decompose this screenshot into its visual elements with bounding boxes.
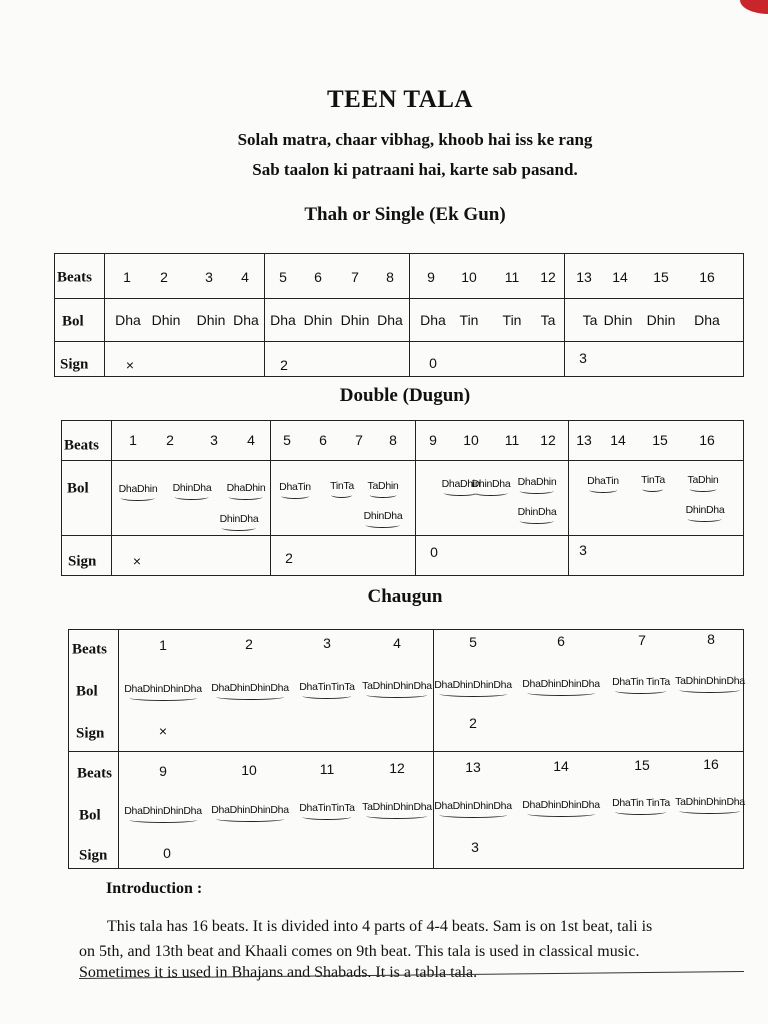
chaugun-bol-13-text: DhaDhinDhinDha: [434, 799, 512, 812]
double-beat-8: 8: [389, 432, 397, 448]
single-sign-khaali: 0: [429, 355, 437, 371]
single-bol-10: Tin: [459, 312, 479, 328]
chaugun-beat-11: 11: [319, 761, 335, 777]
single-bol-7: Dhin: [340, 312, 370, 328]
chaugun-bol-2: [211, 682, 289, 694]
chaugun-bol-8: [675, 675, 745, 687]
double-bol-top-4: [279, 481, 311, 493]
bol-group-arc: [281, 493, 309, 499]
double-beat-10: 10: [463, 432, 479, 448]
bol-group-arc: [216, 694, 284, 700]
bol-group-arc: [589, 487, 617, 493]
double-bol-top-1: [119, 483, 158, 495]
double-bol-bottom-2: [364, 510, 403, 522]
single-bol-6: Dhin: [303, 312, 333, 328]
single-bol-2: Dhin: [151, 312, 181, 328]
bol-group-arc: [366, 813, 427, 819]
double-bol-top-10: [587, 475, 619, 487]
double-bol-top-2-text: DhinDha: [172, 482, 212, 494]
single-sign-sam: ×: [125, 357, 135, 373]
chaugun-bol-7-text: DhaTin TinTa: [612, 676, 670, 689]
single-beat-13: 13: [576, 269, 592, 285]
chaugun-beat-15: 15: [634, 757, 650, 773]
single-beat-6: 6: [314, 269, 322, 285]
chaugun-beat-4: 4: [393, 634, 401, 651]
bol-group-arc: [303, 693, 352, 699]
double-bol-bottom-2-text: DhinDha: [363, 510, 403, 522]
single-beat-14: 14: [612, 269, 628, 285]
single-beat-15: 15: [653, 269, 669, 285]
bol-group-arc: [216, 816, 284, 822]
bol-group-arc: [616, 809, 667, 815]
bol-group-arc: [439, 691, 507, 697]
chaugun-bol-5: [434, 679, 512, 691]
single-bol-16: Dha: [694, 312, 720, 328]
single-bol-3: Dhin: [196, 312, 226, 328]
double-bol-top-12: [688, 474, 719, 486]
single-bol-1: Dha: [115, 312, 141, 328]
single-bol-9: Dha: [420, 312, 446, 328]
double-bol-top-2: [173, 482, 212, 494]
chaugun-bol-7: [612, 676, 670, 688]
single-bol-8: Dha: [377, 312, 403, 328]
chaugun-bol-label-1: Bol: [76, 683, 98, 700]
chaugun-bol-10-text: DhaDhinDhinDha: [211, 803, 289, 816]
bol-group-arc: [527, 811, 595, 817]
double-bol-top-5: [330, 480, 354, 492]
single-bol-12: Ta: [540, 312, 556, 328]
double-bol-bottom-4: [686, 504, 725, 516]
double-bol-top-12-text: TaDhin: [687, 474, 719, 486]
chaugun-bol-1: [124, 683, 202, 695]
single-bol-5: Dha: [270, 312, 296, 328]
section-double-heading: Double (Dugun): [339, 385, 471, 406]
double-beat-4: 4: [247, 432, 255, 448]
bol-group-arc: [679, 687, 740, 693]
chaugun-bol-6: [522, 678, 600, 690]
bol-group-arc: [366, 692, 427, 698]
chaugun-beat-13: 13: [465, 759, 481, 775]
chaugun-sign-label-1: Sign: [76, 725, 105, 742]
single-beat-9: 9: [427, 269, 435, 285]
single-bol-4: Dha: [233, 312, 259, 328]
chaugun-beat-1: 1: [159, 637, 167, 653]
double-beat-6: 6: [319, 432, 327, 448]
chaugun-bol-9-text: DhaDhinDhinDha: [124, 805, 202, 817]
page-title: TEEN TALA: [327, 86, 473, 113]
chaugun-beat-3: 3: [323, 635, 331, 652]
single-sign-tali-2: 2: [280, 357, 288, 373]
double-bol-top-1-text: DhaDhin: [118, 483, 158, 495]
chaugun-beat-6: 6: [557, 633, 565, 649]
double-sign-label: Sign: [68, 553, 97, 570]
verse-line-2: Sab taalon ki patraani hai, karte sab pasand.: [252, 160, 578, 179]
single-sign-label: Sign: [60, 356, 89, 373]
bol-group-arc: [616, 688, 667, 694]
single-bol-11: Tin: [502, 312, 522, 328]
chaugun-bol-12: [362, 801, 432, 813]
double-bol-label: Bol: [67, 480, 89, 497]
chaugun-bol-6-text: DhaDhinDhinDha: [522, 677, 600, 690]
single-beat-2: 2: [160, 269, 168, 285]
double-bol-top-8: [472, 478, 511, 490]
single-bol-label: Bol: [62, 313, 84, 330]
chaugun-beat-12: 12: [389, 760, 405, 776]
single-beat-5: 5: [279, 269, 287, 285]
double-bol-top-8-text: DhinDha: [471, 478, 511, 490]
chaugun-bol-16-text: TaDhinDhinDha: [675, 795, 745, 808]
bol-group-arc: [303, 814, 352, 820]
double-beat-16: 16: [699, 432, 715, 448]
double-sign-tali-2: 2: [285, 550, 293, 566]
chaugun-beat-7: 7: [638, 632, 646, 649]
double-beat-13: 13: [576, 432, 592, 448]
introduction-line-3: Sometimes it is used in Bhajans and Shabads. It is a tabla tala.: [79, 964, 478, 981]
double-bol-bottom-1: [220, 513, 259, 525]
double-sign-sam: ×: [132, 553, 142, 569]
bol-group-arc: [689, 486, 716, 492]
chaugun-beat-8: 8: [707, 631, 715, 648]
chaugun-bol-11: [299, 802, 354, 814]
double-beat-3: 3: [210, 432, 218, 448]
chaugun-sign-tali-3: 3: [471, 839, 479, 855]
chaugun-bol-11-text: DhaTinTinTa: [299, 802, 355, 815]
chaugun-bol-1-text: DhaDhinDhinDha: [124, 683, 202, 695]
chaugun-beat-2: 2: [245, 636, 253, 653]
chaugun-bol-5-text: DhaDhinDhinDha: [434, 678, 512, 691]
double-bol-top-7-text: DhaDhin: [441, 478, 481, 490]
single-beat-7: 7: [351, 269, 359, 285]
single-beat-3: 3: [205, 269, 213, 285]
single-sign-tali-3: 3: [579, 350, 587, 366]
chaugun-beat-14: 14: [553, 758, 569, 774]
single-beat-16: 16: [699, 269, 715, 285]
single-bol-14: Dhin: [603, 312, 633, 328]
double-bol-top-3-text: DhaDhin: [226, 482, 266, 494]
double-bol-top-11: [641, 474, 665, 486]
double-beat-1: 1: [129, 432, 137, 448]
chaugun-bol-12-text: TaDhinDhinDha: [362, 801, 432, 814]
double-bol-top-3: [227, 482, 266, 494]
bol-group-arc: [129, 695, 197, 701]
introduction-line-2: on 5th, and 13th beat and Khaali comes on 9th beat. This tala is used in classical music.: [79, 943, 640, 960]
double-beat-2: 2: [166, 432, 174, 448]
bol-group-arc: [129, 817, 197, 823]
double-bol-top-11-text: TinTa: [641, 474, 665, 486]
chaugun-bol-3: [299, 681, 354, 693]
bol-group-arc: [679, 808, 740, 814]
double-sign-tali-3: 3: [579, 542, 587, 558]
chaugun-sign-sam: ×: [158, 723, 168, 739]
chaugun-bol-10: [211, 804, 289, 816]
double-beat-14: 14: [610, 432, 626, 448]
double-beat-11: 11: [504, 432, 520, 448]
chaugun-bol-14-text: DhaDhinDhinDha: [522, 798, 600, 811]
chaugun-beats-label-1: Beats: [72, 641, 107, 658]
double-bol-bottom-3-text: DhinDha: [517, 506, 557, 518]
page-corner-mark: [740, 0, 768, 14]
double-bol-top-10-text: DhaTin: [587, 475, 619, 487]
single-bol-13: Ta: [582, 312, 598, 328]
chaugun-bol-8-text: TaDhinDhinDha: [675, 675, 745, 688]
single-beat-12: 12: [540, 269, 556, 285]
chaugun-beat-10: 10: [241, 762, 257, 778]
chaugun-bol-2-text: DhaDhinDhinDha: [211, 681, 289, 694]
bol-group-arc: [369, 492, 396, 498]
chaugun-bol-15: [612, 797, 670, 809]
introduction-heading: Introduction :: [106, 880, 203, 897]
section-single-heading: Thah or Single (Ek Gun): [304, 204, 506, 225]
double-beat-7: 7: [355, 432, 363, 448]
chaugun-bol-15-text: DhaTin TinTa: [612, 797, 670, 810]
chaugun-beat-16: 16: [703, 756, 719, 772]
chaugun-bol-4-text: TaDhinDhinDha: [362, 679, 432, 692]
double-bol-bottom-3: [518, 506, 557, 518]
double-beats-label: Beats: [64, 437, 99, 454]
chaugun-bol-9: [124, 805, 202, 817]
chaugun-sign-khaali: 0: [163, 845, 171, 861]
chaugun-beat-5: 5: [469, 633, 477, 650]
single-bol-15: Dhin: [646, 312, 676, 328]
double-bol-bottom-4-text: DhinDha: [685, 504, 725, 516]
chaugun-bol-14: [522, 799, 600, 811]
introduction-line-1: This tala has 16 beats. It is divided into 4 parts of 4-4 beats. Sam is on 1st beat, tali is: [107, 918, 653, 935]
single-beat-4: 4: [241, 269, 249, 285]
chaugun-beats-label-2: Beats: [77, 765, 112, 782]
double-beat-15: 15: [652, 432, 668, 448]
double-sign-khaali: 0: [430, 544, 438, 560]
double-bol-top-6-text: TaDhin: [367, 480, 399, 492]
single-beat-1: 1: [123, 269, 131, 285]
double-bol-top-4-text: DhaTin: [279, 481, 311, 493]
chaugun-bol-13: [434, 800, 512, 812]
single-beat-8: 8: [386, 269, 394, 285]
double-beat-5: 5: [283, 432, 291, 448]
verse-line-1: Solah matra, chaar vibhag, khoob hai iss ke rang: [237, 130, 593, 149]
double-beat-12: 12: [540, 432, 556, 448]
section-chaugun-heading: Chaugun: [367, 586, 443, 607]
double-bol-bottom-1-text: DhinDha: [219, 513, 259, 525]
chaugun-bol-label-2: Bol: [79, 807, 101, 824]
chaugun-sign-label-2: Sign: [79, 847, 108, 864]
chaugun-bol-3-text: DhaTinTinTa: [299, 680, 355, 693]
single-beat-10: 10: [461, 269, 477, 285]
double-bol-top-6: [368, 480, 399, 492]
single-beats-label: Beats: [57, 269, 92, 286]
chaugun-sign-tali-2: 2: [469, 715, 477, 731]
chaugun-bol-4: [362, 680, 432, 692]
chaugun-bol-16: [675, 796, 745, 808]
double-beat-9: 9: [429, 432, 437, 448]
bol-group-arc: [439, 812, 507, 818]
single-beat-11: 11: [504, 269, 520, 285]
chaugun-beat-9: 9: [159, 763, 167, 779]
double-bol-top-9-text: DhaDhin: [517, 476, 557, 488]
double-bol-top-5-text: TinTa: [330, 480, 354, 492]
bol-group-arc: [527, 690, 595, 696]
double-bol-top-9: [518, 476, 557, 488]
